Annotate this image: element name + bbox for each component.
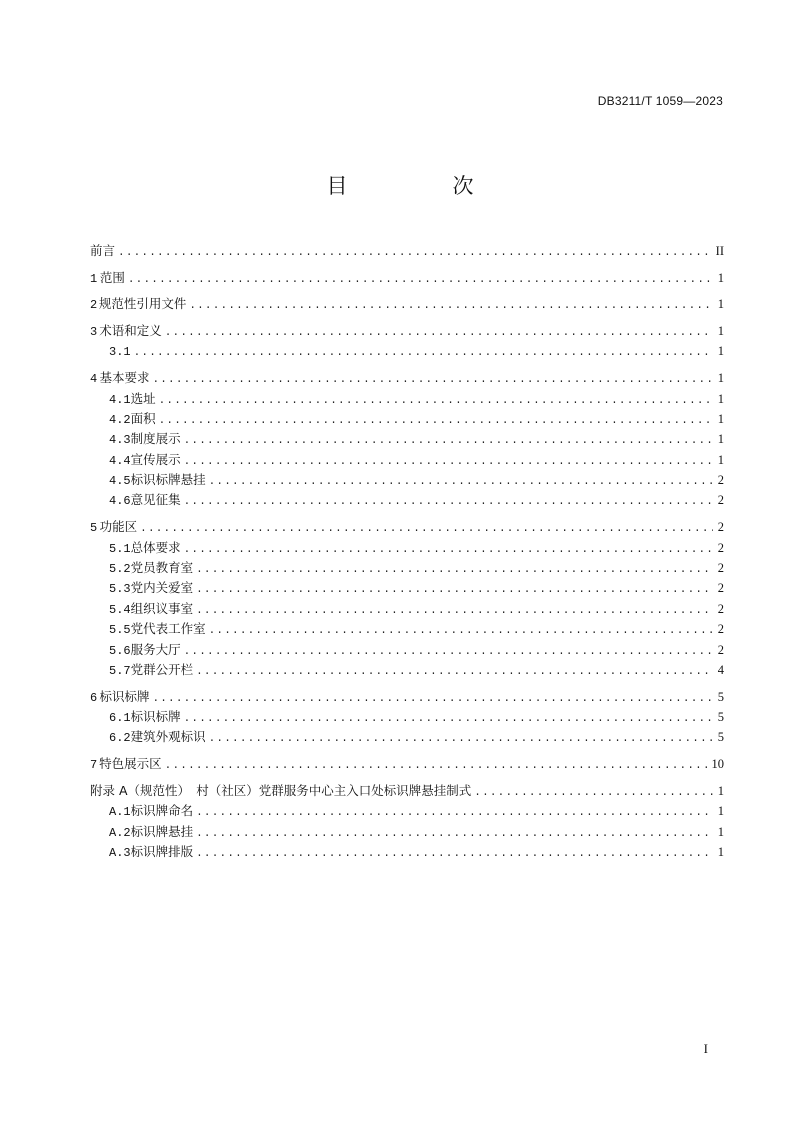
toc-entry-number: 6 — [90, 690, 98, 705]
toc-entry-label: 标识标牌 — [130, 708, 181, 724]
toc-entry-section-3-1[interactable] — [90, 341, 724, 361]
toc-entry-page: 2 — [717, 601, 724, 616]
toc-entry-label: 特色展示区 — [99, 756, 162, 772]
toc-leader-dots — [196, 803, 713, 823]
toc-leader-dots — [165, 756, 709, 776]
toc-entry-number: 4.4 — [109, 453, 131, 468]
toc-leader-dots — [152, 370, 713, 390]
toc-entry-label: 组织议事室 — [130, 600, 194, 616]
toc-entry-number: 4.1 — [109, 392, 131, 407]
toc-entry-page: 1 — [717, 432, 724, 447]
toc-entry-label: 制度展示 — [130, 431, 181, 447]
toc-entry-section-4-2[interactable] — [90, 409, 724, 429]
toc-entry-label: 标识牌排版 — [130, 843, 194, 859]
toc-entry-section-4-1[interactable] — [90, 389, 724, 409]
toc-leader-dots — [189, 296, 713, 316]
toc-entry-appendix-a-1[interactable] — [90, 801, 724, 821]
toc-leader-dots — [128, 270, 713, 290]
toc-entry-label: 基本要求 — [99, 370, 150, 386]
toc-entry-page: 1 — [717, 824, 724, 839]
toc-entry-section-4-3[interactable] — [90, 429, 724, 449]
toc-entry-page: 4 — [717, 662, 724, 677]
toc-entry-label: 选址 — [130, 390, 156, 406]
toc-entry-page: 2 — [717, 581, 724, 596]
toc-entry-label: 标识牌命名 — [130, 803, 194, 819]
toc-entry-number: 6.2 — [109, 731, 131, 746]
toc-entry-page: 2 — [717, 540, 724, 555]
toc-entry-number: 4.6 — [109, 494, 131, 509]
toc-entry-page: 1 — [717, 783, 724, 798]
toc-entry-page: 1 — [717, 411, 724, 426]
toc-entry-section-3[interactable] — [90, 321, 724, 341]
toc-entry-section-4-4[interactable] — [90, 450, 724, 470]
toc-entry-label: 宣传展示 — [130, 451, 181, 467]
toc-entry-section-5-1[interactable] — [90, 538, 724, 558]
toc-entry-page: 5 — [717, 709, 724, 724]
document-code: DB3211/T 1059—2023 — [597, 94, 723, 108]
toc-leader-dots — [165, 323, 713, 343]
toc-entry-label: 标识标牌悬挂 — [130, 472, 206, 488]
toc-entry-number: 3.1 — [109, 345, 131, 360]
toc-entry-foreword[interactable] — [90, 241, 724, 261]
toc-entry-label: 范围 — [99, 269, 125, 285]
toc-entry-appendix-a[interactable] — [90, 781, 724, 801]
toc-entry-label: 服务大厅 — [130, 641, 181, 657]
toc-entry-page: 1 — [717, 297, 724, 312]
toc-entry-page: II — [715, 244, 724, 258]
toc-entry-label: 党群公开栏 — [130, 661, 194, 677]
toc-entry-page: 1 — [717, 270, 724, 285]
toc-leader-dots — [209, 472, 713, 492]
toc-leader-dots — [159, 391, 713, 411]
toc-entry-section-4[interactable] — [90, 368, 724, 388]
toc-leader-dots — [474, 783, 713, 803]
toc-entry-section-6[interactable] — [90, 687, 724, 707]
toc-leader-dots — [140, 519, 713, 539]
toc-leader-dots — [184, 709, 713, 729]
table-of-contents — [90, 241, 724, 862]
toc-entry-label: 术语和定义 — [99, 323, 162, 339]
toc-entry-section-4-5[interactable] — [90, 470, 724, 490]
toc-entry-section-5-4[interactable] — [90, 599, 724, 619]
toc-entry-section-1[interactable] — [90, 268, 724, 288]
toc-leader-dots — [196, 662, 713, 682]
toc-entry-section-6-1[interactable] — [90, 707, 724, 727]
toc-entry-label: 面积 — [130, 410, 156, 426]
toc-entry-page: 5 — [717, 730, 724, 745]
toc-title: 目 次 — [326, 174, 516, 198]
toc-entry-page: 2 — [717, 493, 724, 508]
toc-entry-page: 1 — [717, 344, 724, 359]
toc-entry-number: 4.5 — [109, 474, 131, 489]
toc-entry-appendix-a-3[interactable] — [90, 842, 724, 862]
toc-entry-page: 2 — [717, 622, 724, 637]
toc-leader-dots — [196, 824, 713, 844]
toc-entry-label: 党员教育室 — [130, 559, 194, 575]
toc-entry-number: 4 — [90, 372, 98, 387]
toc-leader-dots — [159, 411, 713, 431]
page-number: I — [703, 1041, 708, 1056]
toc-entry-number: A.1 — [109, 805, 131, 820]
toc-entry-section-5-7[interactable] — [90, 660, 724, 680]
toc-leader-dots — [196, 580, 713, 600]
toc-entry-page: 1 — [717, 452, 724, 467]
toc-leader-dots — [184, 492, 713, 512]
toc-entry-number: 4.3 — [109, 433, 131, 448]
toc-leader-dots — [118, 243, 713, 263]
toc-entry-number: 5.2 — [109, 561, 131, 576]
toc-entry-section-5-3[interactable] — [90, 578, 724, 598]
toc-entry-number: A.2 — [109, 825, 131, 840]
toc-entry-label: 标识牌悬挂 — [130, 823, 194, 839]
toc-entry-page: 1 — [717, 804, 724, 819]
toc-entry-page: 2 — [717, 473, 724, 488]
toc-entry-section-2[interactable] — [90, 294, 724, 314]
toc-entry-label: 附录 A（规范性） 村（社区）党群服务中心主入口处标识牌悬挂制式 — [90, 782, 472, 798]
toc-entry-number: 5.4 — [109, 602, 131, 617]
toc-entry-page: 1 — [717, 844, 724, 859]
toc-entry-number: 5.7 — [109, 663, 131, 678]
toc-entry-number: 5.3 — [109, 582, 131, 597]
toc-entry-number: 5 — [90, 521, 98, 536]
toc-entry-page: 1 — [717, 391, 724, 406]
toc-entry-number: 1 — [90, 271, 98, 286]
toc-entry-number: 6.1 — [109, 710, 131, 725]
toc-entry-page: 2 — [717, 520, 724, 535]
toc-entry-label: 规范性引用文件 — [98, 296, 187, 312]
toc-entry-number: 7 — [90, 758, 98, 773]
toc-entry-label: 功能区 — [99, 519, 138, 535]
toc-entry-page: 10 — [711, 757, 724, 772]
toc-leader-dots — [209, 729, 713, 749]
toc-leader-dots — [184, 431, 713, 451]
toc-entry-label: 党代表工作室 — [130, 621, 206, 637]
toc-leader-dots — [196, 601, 713, 621]
toc-entry-label: 总体要求 — [130, 539, 181, 555]
toc-entry-label: 前言 — [90, 243, 116, 258]
toc-entry-appendix-a-2[interactable] — [90, 822, 724, 842]
toc-entry-label: 意见征集 — [130, 492, 181, 508]
toc-entry-section-5-6[interactable] — [90, 640, 724, 660]
toc-entry-page: 2 — [717, 560, 724, 575]
toc-entry-page: 5 — [717, 689, 724, 704]
toc-entry-number: 5.5 — [109, 623, 131, 638]
toc-leader-dots — [184, 642, 713, 662]
toc-leader-dots — [196, 844, 713, 864]
toc-leader-dots — [152, 689, 713, 709]
toc-leader-dots — [134, 343, 713, 363]
toc-entry-number: A.3 — [109, 845, 131, 860]
toc-entry-number: 4.2 — [109, 412, 131, 427]
toc-entry-section-6-2[interactable] — [90, 727, 724, 747]
toc-entry-section-5-5[interactable] — [90, 619, 724, 639]
toc-leader-dots — [184, 540, 713, 560]
toc-entry-label: 建筑外观标识 — [130, 729, 206, 745]
toc-entry-number: 5.6 — [109, 643, 131, 658]
toc-entry-number: 2 — [90, 298, 98, 313]
toc-entry-section-5[interactable] — [90, 517, 724, 537]
toc-entry-section-4-6[interactable] — [90, 490, 724, 510]
toc-entry-number: 3 — [90, 325, 98, 340]
toc-entry-page: 2 — [717, 642, 724, 657]
toc-leader-dots — [184, 452, 713, 472]
toc-entry-page: 1 — [717, 324, 724, 339]
toc-entry-number: 5.1 — [109, 541, 131, 556]
toc-entry-label: 标识标牌 — [99, 688, 150, 704]
toc-entry-section-5-2[interactable] — [90, 558, 724, 578]
toc-entry-section-7[interactable] — [90, 754, 724, 774]
toc-entry-page: 1 — [717, 371, 724, 386]
toc-entry-label: 党内关爱室 — [130, 580, 194, 596]
toc-leader-dots — [209, 621, 713, 641]
toc-leader-dots — [196, 560, 713, 580]
